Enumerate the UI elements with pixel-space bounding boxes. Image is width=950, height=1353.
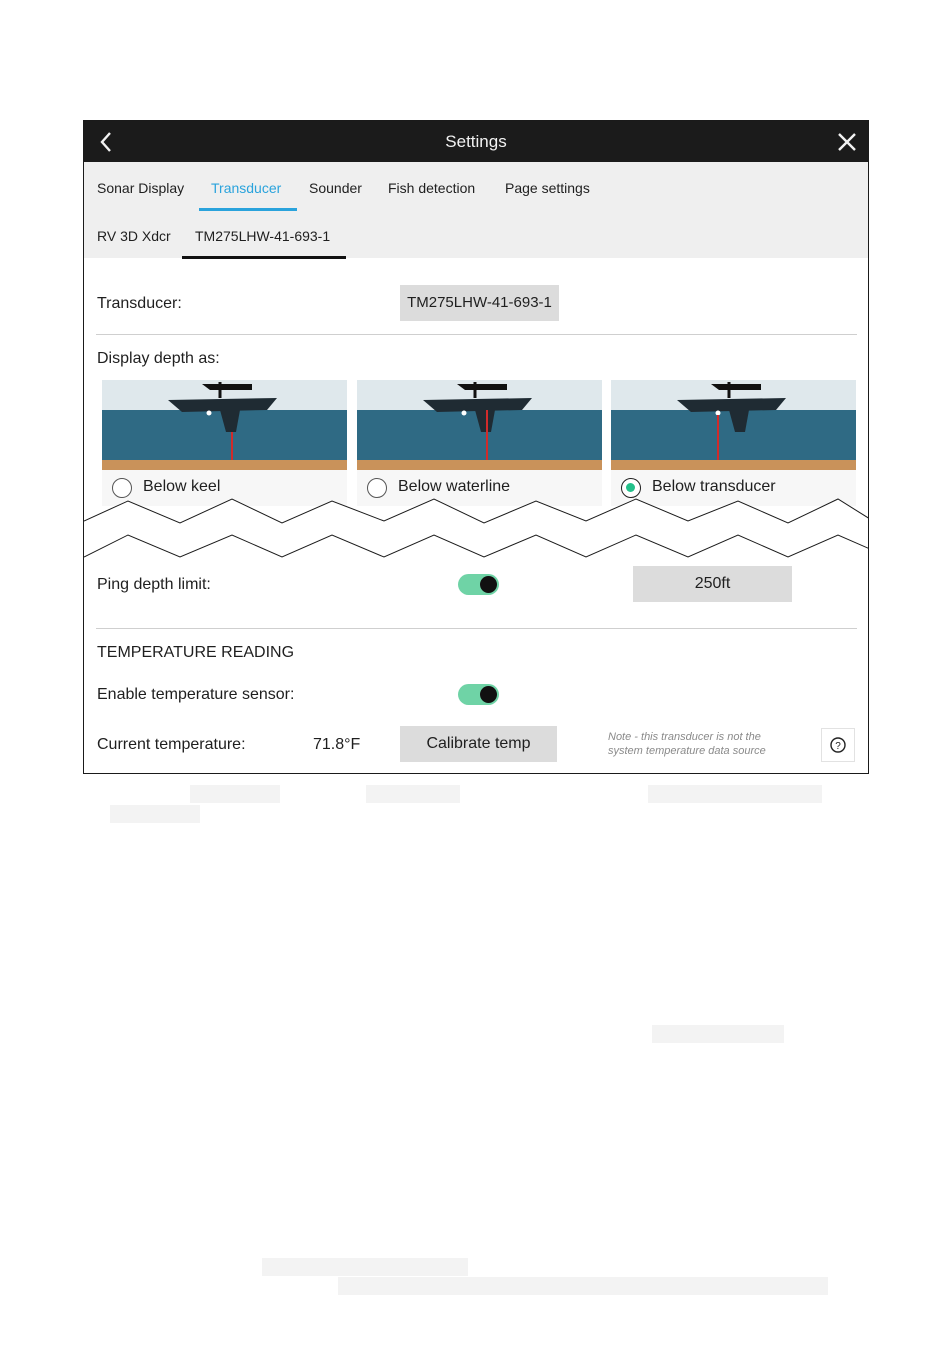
settings-dialog — [83, 120, 869, 774]
tab-transducer[interactable]: Transducer — [211, 180, 282, 196]
placeholder-bar — [110, 805, 200, 823]
transducer-label: Transducer: — [97, 295, 182, 312]
transducer-select[interactable]: TM275LHW-41-693-1 — [400, 285, 559, 321]
ping-depth-toggle[interactable] — [458, 574, 499, 595]
enable-temperature-label: Enable temperature sensor: — [97, 686, 295, 703]
divider — [96, 334, 857, 335]
boat-waterline-diagram — [357, 380, 602, 470]
temperature-sensor-toggle[interactable] — [458, 684, 499, 705]
ping-depth-value[interactable]: 250ft — [633, 566, 792, 602]
placeholder-bar — [338, 1277, 828, 1295]
depth-option-below-transducer[interactable] — [611, 380, 856, 506]
subtab-rv-3d-xdcr[interactable]: RV 3D Xdcr — [97, 228, 171, 244]
page-break-tear — [84, 495, 869, 561]
placeholder-bar — [262, 1258, 468, 1276]
radio-label-below-waterline: Below waterline — [398, 478, 511, 495]
current-temperature-value: 71.8°F — [313, 736, 361, 753]
boat-keel-diagram — [102, 380, 347, 470]
tab-sonar-display[interactable]: Sonar Display — [97, 180, 185, 196]
depth-option-below-keel[interactable] — [102, 380, 347, 506]
placeholder-bar — [366, 785, 460, 803]
help-icon — [822, 729, 854, 761]
help-button[interactable] — [821, 728, 855, 762]
svg-text:?: ? — [835, 741, 841, 752]
tab-bar — [84, 162, 868, 258]
divider — [96, 628, 857, 629]
subtab-tm275lhw[interactable]: TM275LHW-41-693-1 — [195, 228, 331, 244]
placeholder-bar — [190, 785, 280, 803]
close-button[interactable] — [834, 129, 860, 155]
temperature-section-title: TEMPERATURE READING — [97, 644, 295, 661]
boat-transducer-diagram — [611, 380, 856, 470]
close-icon — [834, 129, 860, 155]
radio-label-below-keel: Below keel — [143, 478, 221, 495]
calibrate-temp-button[interactable]: Calibrate temp — [400, 726, 557, 762]
placeholder-bar — [648, 785, 822, 803]
radio-label-below-transducer: Below transducer — [652, 478, 776, 495]
tab-fish-detection[interactable]: Fish detection — [388, 180, 476, 196]
window-title: Settings — [445, 132, 507, 151]
temperature-note-line-2: system temperature data source — [608, 745, 766, 757]
tab-page-settings[interactable]: Page settings — [505, 180, 590, 196]
temperature-note — [608, 730, 798, 758]
ping-depth-label: Ping depth limit: — [97, 576, 211, 593]
current-temperature-label: Current temperature: — [97, 736, 246, 753]
tab-sounder[interactable]: Sounder — [309, 180, 362, 196]
display-depth-label: Display depth as: — [97, 350, 220, 367]
subtab-active-indicator — [182, 256, 346, 259]
depth-option-below-waterline[interactable] — [357, 380, 602, 506]
tab-active-indicator — [199, 208, 297, 211]
title-bar — [84, 121, 868, 162]
temperature-note-line-1: Note - this transducer is not the — [608, 731, 761, 743]
placeholder-bar — [652, 1025, 784, 1043]
